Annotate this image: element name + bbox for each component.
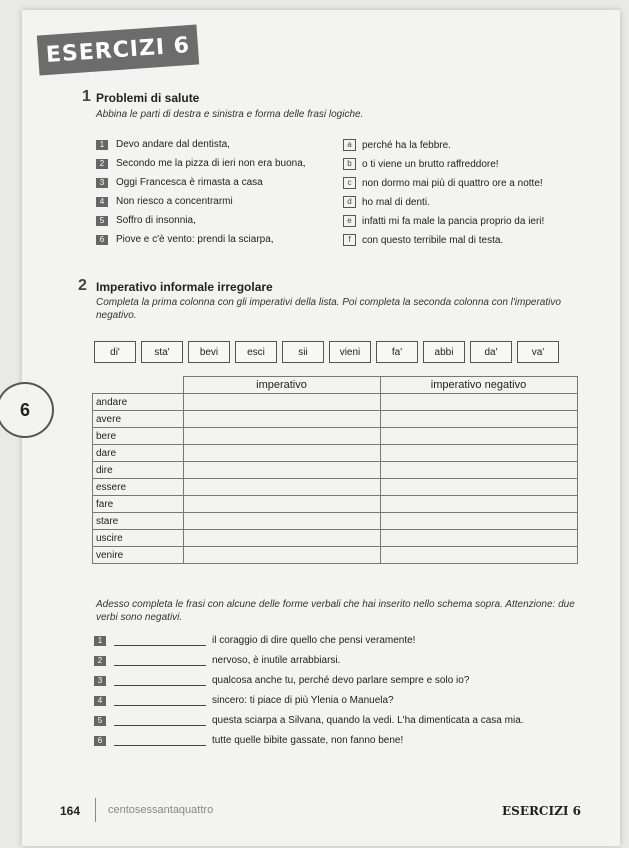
answer-cell[interactable] xyxy=(380,496,577,513)
list-item: a perché ha la febbre. xyxy=(343,139,451,151)
answer-cell[interactable] xyxy=(183,428,380,445)
word-chip: di' xyxy=(94,341,136,363)
word-bank xyxy=(94,341,559,363)
exercise-1-number: 1 xyxy=(82,88,91,105)
answer-cell[interactable] xyxy=(183,411,380,428)
answer-cell[interactable] xyxy=(380,428,577,445)
table-row: essere xyxy=(93,479,578,496)
answer-cell[interactable] xyxy=(183,445,380,462)
blank-input[interactable] xyxy=(114,736,206,746)
word-chip: da' xyxy=(470,341,512,363)
table-row: fare xyxy=(93,496,578,513)
list-item: 5 Soffro di insonnia, xyxy=(96,215,196,226)
list-item: 4 sincero: ti piace di più Ylenia o Manuela? xyxy=(94,695,394,706)
answer-cell[interactable] xyxy=(183,496,380,513)
table-row: avere xyxy=(93,411,578,428)
column-header: imperativo xyxy=(183,377,380,394)
blank-input[interactable] xyxy=(114,696,206,706)
answer-cell[interactable] xyxy=(380,547,577,564)
chapter-tab: 6 xyxy=(0,382,54,438)
word-chip: sta' xyxy=(141,341,183,363)
blank-input[interactable] xyxy=(114,656,206,666)
word-chip: fa' xyxy=(376,341,418,363)
list-item: c non dormo mai più di quattro ore a notte! xyxy=(343,177,543,189)
answer-cell[interactable] xyxy=(380,445,577,462)
blank-input[interactable] xyxy=(114,676,206,686)
list-item: d ho mal di denti. xyxy=(343,196,430,208)
answer-cell[interactable] xyxy=(380,394,577,411)
list-item: 1 il coraggio di dire quello che pensi veramente! xyxy=(94,635,415,646)
table-row: andare xyxy=(93,394,578,411)
table-row: venire xyxy=(93,547,578,564)
list-item: 3 Oggi Francesca è rimasta a casa xyxy=(96,177,263,188)
answer-cell[interactable] xyxy=(183,530,380,547)
word-chip: esci xyxy=(235,341,277,363)
list-item: 6 tutte quelle bibite gassate, non fanno bene! xyxy=(94,735,403,746)
word-chip: abbi xyxy=(423,341,465,363)
answer-cell[interactable] xyxy=(380,530,577,547)
list-item: 1 Devo andare dal dentista, xyxy=(96,139,230,150)
list-item: 4 Non riesco a concentrarmi xyxy=(96,196,233,207)
table-row: uscire xyxy=(93,530,578,547)
exercise-1-title: Problemi di salute xyxy=(96,91,200,105)
table-row: dire xyxy=(93,462,578,479)
footer-divider xyxy=(95,798,96,822)
list-item: f con questo terribile mal di testa. xyxy=(343,234,503,246)
word-chip: va' xyxy=(517,341,559,363)
list-item: e infatti mi fa male la pancia proprio da ieri! xyxy=(343,215,544,227)
list-item: 2 Secondo me la pizza di ieri non era buona, xyxy=(96,158,306,169)
table-row: bere xyxy=(93,428,578,445)
footer-section: ESERCIZI 6 xyxy=(502,804,581,818)
exercise-1-instruction: Abbina le parti di destra e sinistra e forma delle frasi logiche. xyxy=(96,109,364,120)
list-item: b o ti viene un brutto raffreddore! xyxy=(343,158,499,170)
table-header-row xyxy=(93,377,578,394)
column-header: imperativo negativo xyxy=(380,377,577,394)
exercise-2-number: 2 xyxy=(78,277,87,294)
answer-cell[interactable] xyxy=(380,411,577,428)
blank-input[interactable] xyxy=(114,716,206,726)
exercise-2-title: Imperativo informale irregolare xyxy=(96,280,273,294)
page-number-words: centosessantaquattro xyxy=(108,804,214,816)
list-item: 5 questa sciarpa a Silvana, quando la vedi. L'ha dimenticata a casa mia. xyxy=(94,715,524,726)
answer-cell[interactable] xyxy=(183,513,380,530)
answer-cell[interactable] xyxy=(183,394,380,411)
answer-cell[interactable] xyxy=(183,479,380,496)
answer-cell[interactable] xyxy=(183,547,380,564)
table-row: dare xyxy=(93,445,578,462)
list-item: 2 nervoso, è inutile arrabbiarsi. xyxy=(94,655,340,666)
word-chip: vieni xyxy=(329,341,371,363)
list-item: 3 qualcosa anche tu, perché devo parlare sempre e solo io? xyxy=(94,675,469,686)
section-banner: ESERCIZI 6 xyxy=(37,24,199,75)
answer-cell[interactable] xyxy=(380,513,577,530)
word-chip: bevi xyxy=(188,341,230,363)
answer-cell[interactable] xyxy=(380,462,577,479)
answer-cell[interactable] xyxy=(380,479,577,496)
list-item: 6 Piove e c'è vento: prendi la sciarpa, xyxy=(96,234,274,245)
page-number: 164 xyxy=(60,804,81,818)
answer-cell[interactable] xyxy=(183,462,380,479)
exercise-2-instruction: Completa la prima colonna con gli imperativi della lista. Poi completa la seconda colonna con l'imperativo negativo. xyxy=(96,297,561,321)
verb-table xyxy=(92,376,578,564)
table-row: stare xyxy=(93,513,578,530)
word-chip: sii xyxy=(282,341,324,363)
exercise-2-instruction-2: Adesso completa le frasi con alcune delle forme verbali che hai inserito nello schema sopra. Attenzione: due verbi sono negativi. xyxy=(96,599,575,623)
blank-input[interactable] xyxy=(114,636,206,646)
